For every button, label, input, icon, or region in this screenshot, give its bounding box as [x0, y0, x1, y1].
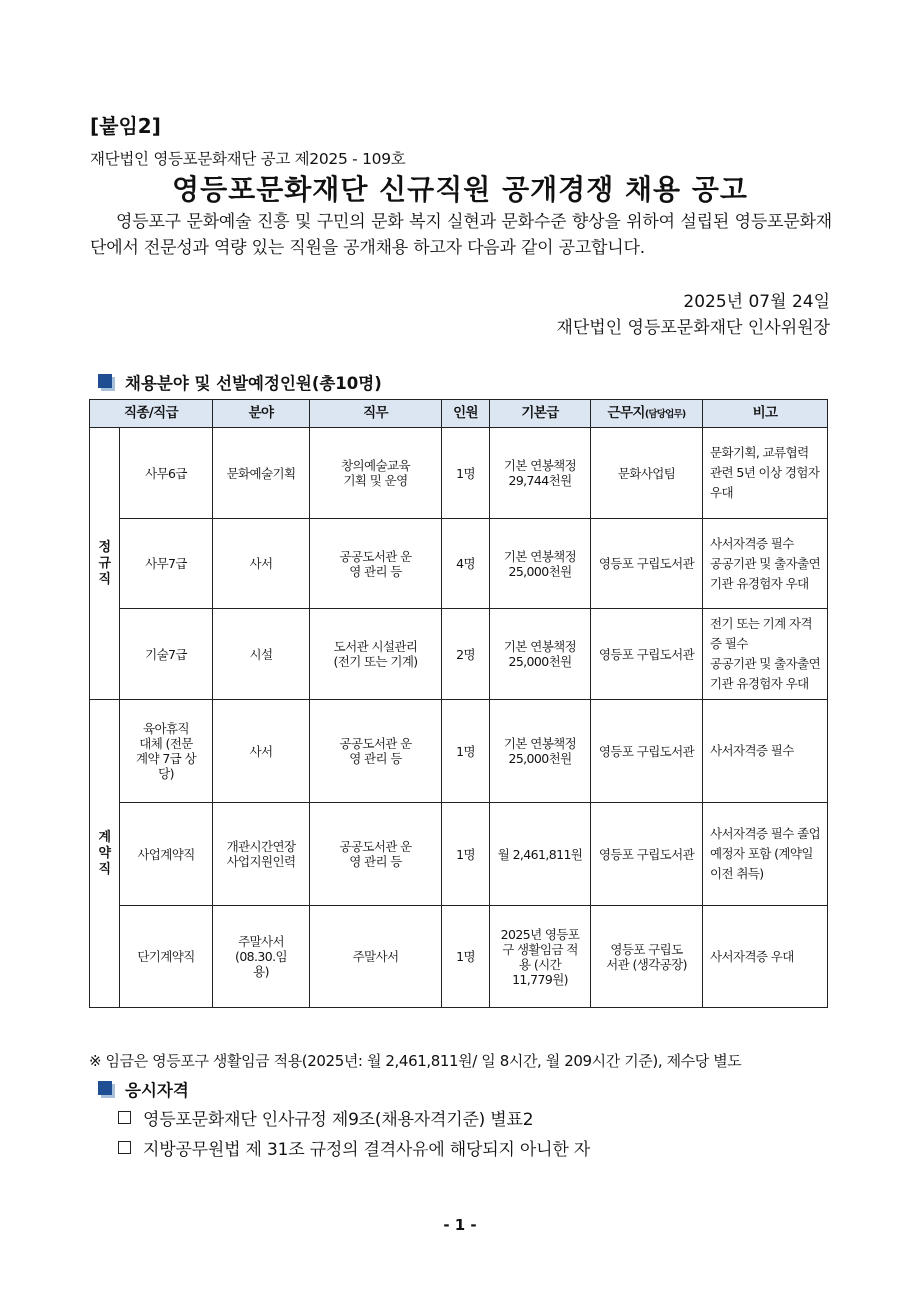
cell-grade: 사무6급: [120, 428, 213, 519]
qualification-text: 지방공무원법 제 31조 규정의 결격사유에 해당되지 아니한 자: [143, 1140, 590, 1160]
cell-note: [703, 519, 828, 609]
table-header-row: [90, 400, 828, 428]
cell-duty: [310, 700, 442, 803]
cell-note: [703, 803, 828, 906]
cell-salary: [490, 906, 591, 1008]
table-row: [90, 609, 828, 700]
cell-field: [213, 803, 310, 906]
table-row: [90, 906, 828, 1008]
wage-footnote: ※ 임금은 영등포구 생활임금 적용(2025년: 월 2,461,811원/ 일 8시간, 월 209시간 기준), 제수당 별도: [89, 1052, 742, 1070]
page-number: - 1 -: [443, 1216, 477, 1234]
header-count: 인원: [442, 400, 490, 428]
header-salary: 기본급: [490, 400, 591, 428]
cell-grade: 사무7급: [120, 519, 213, 609]
cell-note: [703, 906, 828, 1008]
header-workplace-main: 근무지: [607, 404, 645, 421]
qualification-text: 영등포문화재단 인사규정 제9조(채용자격기준) 별표2: [143, 1110, 534, 1130]
cell-salary: 기본 연봉책정 29,744천원: [490, 428, 591, 519]
duty-text: 공공도서관 운영 관리 등: [339, 736, 412, 766]
cell-duty: 주말사서: [310, 906, 442, 1008]
table-row: [90, 428, 828, 519]
cell-count: 1명: [442, 428, 490, 519]
salary-text: 2025년 영등포구 생활임금 적용 (시간 11,779원): [500, 926, 580, 987]
cell-salary: 기본 연봉책정 25,000천원: [490, 700, 591, 803]
cell-salary: 기본 연봉책정 25,000천원: [490, 519, 591, 609]
intro-paragraph: 영등포구 문화예술 진흥 및 구민의 문화 복지 실현과 문화수준 향상을 위하여 설립된 영등포문화재단에서 전문성과 역량 있는 직원을 공개채용 하고자 다음과 같이 공고합니다.: [90, 212, 832, 258]
note-line: 공공기관 및 출자출연기관 유경험자 우대: [710, 555, 821, 591]
category-regular: [90, 428, 120, 700]
checkbox-icon: [118, 1111, 131, 1124]
cell-count: 1명: [442, 803, 490, 906]
document-title: 영등포문화재단 신규직원 공개경쟁 채용 공고: [172, 173, 748, 206]
cell-grade: 사업계약직: [120, 803, 213, 906]
duty-text: 창의예술교육 기획 및 운영: [341, 458, 410, 488]
cell-workplace: 영등포 구립도서관: [591, 700, 703, 803]
cell-note: [703, 428, 828, 519]
cell-field: 사서: [213, 519, 310, 609]
cell-grade: 기술7급: [120, 609, 213, 700]
cell-count: 4명: [442, 519, 490, 609]
header-note: 비고: [703, 400, 828, 428]
note-line: 사서자격증 필수 졸업예정자 포함 (계약일 이전 취득): [710, 826, 821, 881]
cell-salary: 월 2,461,811원: [490, 803, 591, 906]
duty-text: 공공도서관 운영 관리 등: [339, 548, 412, 579]
note-line: 사서자격증 필수: [710, 535, 794, 551]
note-line: 공공기관 및 출자출연기관 유경험자 우대: [710, 656, 821, 691]
cell-workplace: 영등포 구립도서관: [591, 519, 703, 609]
table-row: [90, 519, 828, 609]
qualification-item: [118, 1105, 533, 1130]
category-label: 계약직: [98, 829, 111, 877]
header-workplace-sub: (담당업무): [644, 408, 686, 420]
cell-grade: 단기계약직: [120, 906, 213, 1008]
checkbox-icon: [118, 1141, 131, 1154]
header-job-grade: 직종/직급: [90, 400, 213, 428]
cell-note: [703, 700, 828, 803]
cell-count: 1명: [442, 700, 490, 803]
note-line: 사서자격증 우대: [710, 948, 794, 964]
note-line: 사서자격증 필수: [710, 743, 794, 758]
cell-workplace: 영등포 구립도서관: [591, 803, 703, 906]
table-row: [90, 700, 828, 803]
duty-text: 도서관 시설관리 (전기 또는 기계): [333, 639, 418, 669]
recruitment-table: [89, 399, 828, 1008]
cell-field: 사서: [213, 700, 310, 803]
field-text: 개관시간연장 사업지원인력: [226, 839, 296, 869]
section-title: 응시자격: [125, 1081, 189, 1100]
cell-grade: [120, 700, 213, 803]
notice-date: 2025년 07월 24일: [683, 292, 830, 312]
note-line: 문화기획, 교류협력 관련 5년 이상 경험자 우대: [710, 445, 820, 500]
square-bullet-icon: [98, 374, 115, 391]
square-bullet-icon: [98, 1081, 115, 1098]
cell-field: [213, 906, 310, 1008]
cell-duty: [310, 609, 442, 700]
workplace-text: 영등포 구립도서관 (생각공장): [606, 941, 687, 972]
qualification-item: [118, 1135, 590, 1160]
cell-workplace: [591, 906, 703, 1008]
issuer: 재단법인 영등포문화재단 인사위원장: [556, 318, 830, 338]
notice-number: 재단법인 영등포문화재단 공고 제2025 - 109호: [90, 150, 406, 168]
cell-field: 시설: [213, 609, 310, 700]
cell-workplace: 문화사업팀: [591, 428, 703, 519]
cell-count: 2명: [442, 609, 490, 700]
cell-note: [703, 609, 828, 700]
attachment-label: [붙임2]: [90, 114, 161, 138]
cell-field: 문화예술기획: [213, 428, 310, 519]
field-text: 주말사서 (08.30.임용): [235, 934, 287, 979]
section-heading-qualifications: [98, 1077, 189, 1101]
section-title: 채용분야 및 선발예정인원(총10명): [125, 374, 382, 393]
cell-salary: 기본 연봉책정 25,000천원: [490, 609, 591, 700]
category-label: 정규직: [98, 539, 111, 587]
table-row: [90, 803, 828, 906]
header-field: 분야: [213, 400, 310, 428]
cell-duty: [310, 519, 442, 609]
duty-text: 공공도서관 운영 관리 등: [339, 839, 412, 869]
header-workplace: [591, 400, 703, 428]
grade-text: 육아휴직 대체 (전문계약 7급 상당): [136, 721, 196, 781]
cell-count: 1명: [442, 906, 490, 1008]
cell-duty: [310, 428, 442, 519]
section-heading-recruitment: [98, 370, 382, 394]
cell-duty: [310, 803, 442, 906]
header-duty: 직무: [310, 400, 442, 428]
cell-workplace: 영등포 구립도서관: [591, 609, 703, 700]
category-contract: [90, 700, 120, 1008]
note-line: 전기 또는 기계 자격증 필수: [710, 616, 812, 651]
